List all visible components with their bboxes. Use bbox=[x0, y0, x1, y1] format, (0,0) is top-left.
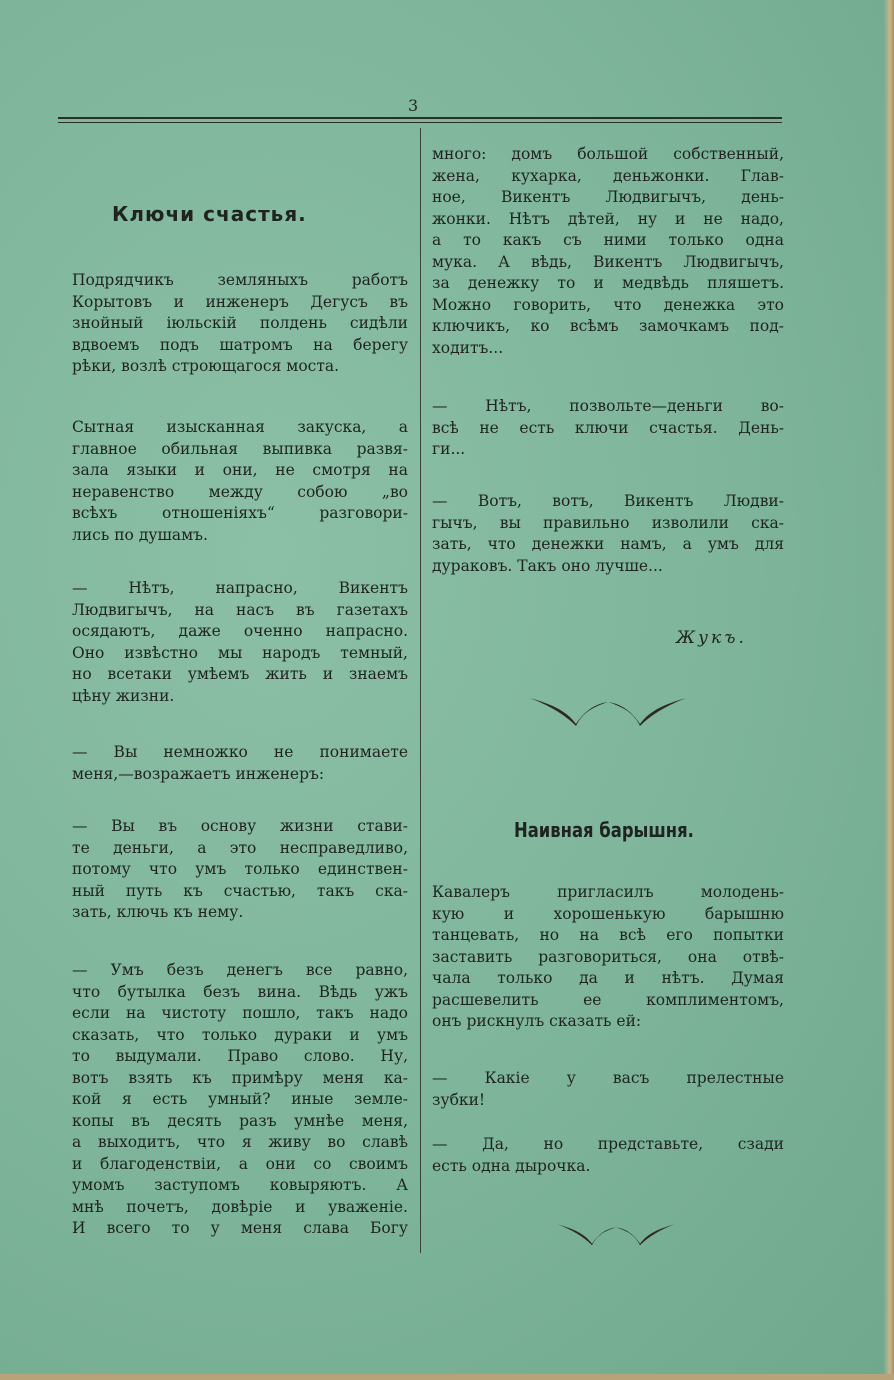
article2-paragraph-3: — Да, но представьте, сзади есть одна дырочка. bbox=[432, 1135, 784, 1175]
article2-paragraph-1: Кавалеръ пригласилъ молодень- кую и хорошенькую барышню танцевать, но на всѣ его попытки заставить разговориться, она отвѣ- чала только да и нѣтъ. Думая расшевелить ее комплиментомъ, онъ рискнулъ сказать ей: bbox=[432, 883, 784, 1030]
article1-right-paragraph-3: — Вотъ, вотъ, Викентъ Людви- гычъ, вы правильно изволили ска- зать, что денежки намъ, а умъ для дураковъ. Такъ оно лучше... bbox=[432, 492, 784, 575]
article1-left-paragraph-5: — Вы въ основу жизни стави- те деньги, а это несправедливо, потому что умъ только единствен- ный путь къ счастью, такъ ска- зать, ключь къ нему. bbox=[72, 817, 408, 921]
article1-left-paragraph-6: — Умъ безъ денегъ все равно, что бутылка безъ вина. Вѣдь ужъ если на чистоту пошло, такъ надо сказать, что только дураки и умъ то выдумали. Право слово. Ну, вотъ взять къ примѣру меня ка- кой я есть умный? иные земле- копы въ десять разъ умнѣе меня, а выходитъ, что я живу во славѣ и благоденствіи, а они со своимъ умомъ заступомъ ковыряютъ. А мнѣ почетъ, довѣріе и уваженіе. И всего то у меня слава Богу bbox=[72, 961, 408, 1237]
ornament-divider-icon bbox=[556, 1218, 676, 1254]
article1-left-paragraph-4: — Вы немножко не понимаете меня,—возражаетъ инженеръ: bbox=[72, 743, 408, 783]
paper-edge-bottom bbox=[0, 1374, 894, 1380]
page-number: 3 bbox=[408, 96, 419, 115]
article1-left-paragraph-2: Сытная изысканная закуска, а главное обильная выпивка развя- зала языки и они, не смотря на неравенство между собою „во всѣхъ отношеніяхъ“ разговори- лись по душамъ. bbox=[72, 418, 408, 544]
paper-edge-right bbox=[884, 0, 894, 1380]
column-divider bbox=[420, 128, 421, 1253]
article2-paragraph-2: — Какіе у васъ прелестные зубки! bbox=[432, 1069, 784, 1109]
header-rule-thin bbox=[58, 122, 782, 123]
article2-title: Наивная барышня. bbox=[514, 818, 694, 842]
header-rule-thick bbox=[58, 117, 782, 119]
article1-title: Ключи счастья. bbox=[112, 202, 307, 226]
ornament-divider-icon bbox=[528, 694, 688, 732]
article1-right-paragraph-1: много: домъ большой собственный, жена, кухарка, деньжонки. Глав- ное, Викентъ Людвигычъ, день- жонки. Нѣтъ дѣтей, ну и не надо, а то какъ съ ними только одна мука. А вѣдь, Викентъ Людвигычъ, за денежку то и медвѣдь пляшетъ. Можно говорить, что денежка это ключикъ, ко всѣмъ замочкамъ под- ходитъ... bbox=[432, 145, 784, 357]
article1-left-paragraph-1: Подрядчикъ земляныхъ работъ Корытовъ и инженеръ Дегусъ въ знойный іюльскій полдень сидѣли вдвоемъ подъ шатромъ на берегу рѣки, возлѣ строющагося моста. bbox=[72, 271, 408, 375]
article1-left-paragraph-3: — Нѣтъ, напрасно, Викентъ Людвигычъ, на насъ въ газетахъ осядаютъ, даже оченно напрасно. Оно извѣстно мы народъ темный, но всетаки умѣемъ жить и знаемъ цѣну жизни. bbox=[72, 579, 408, 705]
article1-right-paragraph-2: — Нѣтъ, позвольте—деньги во- всѣ не есть ключи счастья. День- ги... bbox=[432, 397, 784, 458]
article1-signature: Жукъ. bbox=[676, 628, 747, 648]
